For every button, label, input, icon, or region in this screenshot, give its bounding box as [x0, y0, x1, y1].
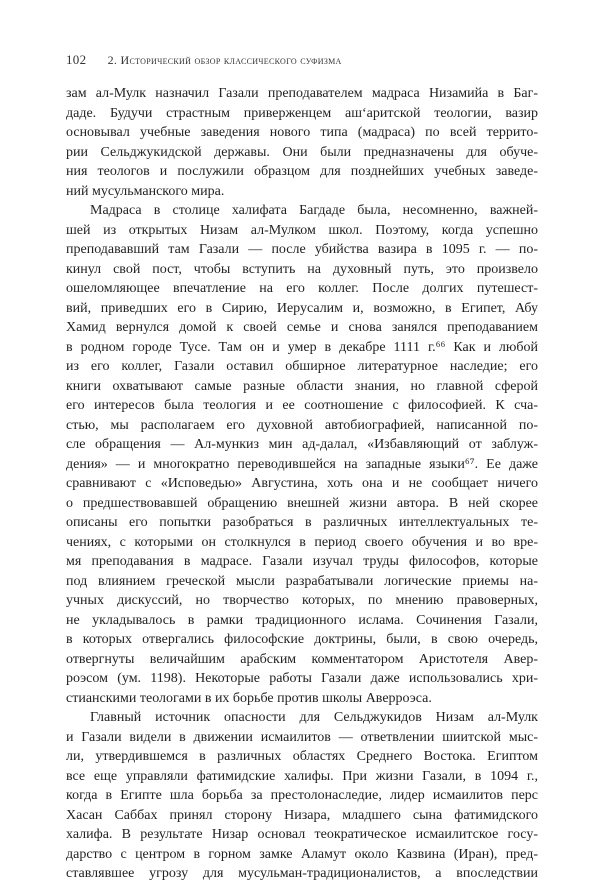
text-line: дения» — и многократно переводившейся на западные языки⁶⁷. Ее даже	[66, 456, 538, 472]
paragraph	[66, 201, 538, 708]
text-line: отвергнуты величайшим арабским комментатором Аристотеля Авер-	[66, 651, 538, 667]
text-line: его интересов была теология и ее соотношение с философией. К сча-	[66, 398, 538, 413]
text-line: стианскими теологами в их борьбе против школы Аверроэса.	[66, 690, 432, 706]
text-line: основывал учебные заведения нового типа (мадраса) по всей террито-	[66, 125, 538, 140]
text-line: и Газали видели в движении исмаилитов — ответвлении шиитской мыс-	[66, 729, 538, 745]
text-line: когда в Египте шла борьба за престолонаследие, лидер исмаилитов перс	[66, 788, 538, 803]
text-line: даде. Будучи страстным приверженцем аш‘аритской теологии, вазир	[66, 105, 538, 121]
text-line: преподававший там Газали — после убийства вазира в 1095 г. — по-	[66, 242, 538, 257]
running-header	[66, 52, 536, 68]
text-line: ний мусульманского мира.	[66, 183, 225, 199]
text-line: из его коллег, Газали оставил обширное литературное наследие; его	[66, 359, 538, 374]
text-line: мя преподавания в мадрасе. Газали изучал труды философов, которые	[66, 554, 538, 569]
body-text	[66, 84, 538, 884]
text-line: Мадраса в столице халифата Багдаде была, несомненно, важней-	[90, 203, 538, 218]
text-line: книги охватывают самые разные области знания, но главной сферой	[66, 378, 538, 394]
text-line: зам ал-Мулк назначил Газали преподавателем мадраса Низамийа в Баг-	[66, 86, 538, 101]
text-line: Главный источник опасности для Сельджукидов Низам ал-Мулк	[90, 710, 538, 725]
page-number: 102	[66, 52, 87, 67]
text-line: кинул свой пост, чтобы вступить на духовный путь, это произвело	[66, 261, 538, 277]
text-line: шей из открытых Низам ал-Мулком школ. Поэтому, когда успешно	[66, 222, 538, 238]
text-line: сравнивают с «Исповедью» Августина, хоть она и не сообщает ничего	[66, 476, 538, 491]
running-title: 2. Исторический обзор классического суфизма	[107, 53, 342, 67]
text-line: все еще управляли фатимидские халифы. При жизни Газали, в 1094 г.,	[66, 768, 538, 784]
text-line: ставлявшее угрозу для мусульман-традиционалистов, а впоследствии	[66, 866, 538, 881]
text-line: дарство с центром в горном замке Аламут около Казвина (Иран), пред-	[66, 846, 538, 862]
text-line: в родном городе Тусе. Там он и умер в декабре 1111 г.⁶⁶ Как и любой	[66, 339, 538, 355]
text-line: учных дискуссий, но творчество которых, по мнению правоверных,	[66, 593, 538, 608]
paragraph	[66, 84, 538, 201]
text-line: Хасан Саббах принял сторону Низара, младшего сына фатимидского	[66, 807, 538, 823]
text-line: ния теологов и послужили образцом для позднейших учебных заведе-	[66, 164, 538, 179]
text-line: вий, приведших его в Сирию, Иерусалим и, возможно, в Египет, Абу	[66, 300, 538, 316]
text-line: не укладывалось в рамки традиционного ислама. Сочинения Газали,	[66, 612, 538, 628]
text-line: о предшествовавшей обращению внешней жизни автора. В ней скорее	[66, 495, 538, 511]
text-line: стью, мы располагаем его духовной автобиографией, написанной по-	[66, 417, 538, 433]
text-line: ошеломляющее впечатление на его коллег. После долгих путешест-	[66, 281, 538, 296]
text-line: рии Сельджукидской державы. Они были предназначены для обуче-	[66, 144, 538, 160]
text-line: под влиянием греческой мысли разрабатывали логические приемы на-	[66, 573, 538, 589]
text-line: чениях, с которыми он столкнулся в период своего обучения и во вре-	[66, 534, 538, 550]
text-line: ли, утвердившемся в различных областях Среднего Востока. Египтом	[66, 749, 538, 764]
text-line: в которых отвергались философские доктрины, были, в свою очередь,	[66, 632, 538, 647]
text-line: описаны его попытки разобраться в различных интеллектуальных те-	[66, 515, 538, 530]
text-line: халифа. В результате Низар основал теократическое исмаилитское госу-	[66, 827, 538, 842]
text-line: сле обращения — Ал-мункиз мин ад-далал, «Избавляющий от заблуж-	[66, 437, 538, 452]
text-line: Хамид вернулся домой к своей семье и снова занялся преподаванием	[66, 320, 538, 335]
paragraph	[66, 708, 538, 884]
text-line: роэсом (ум. 1198). Некоторые работы Газали даже использовались хри-	[66, 671, 538, 686]
